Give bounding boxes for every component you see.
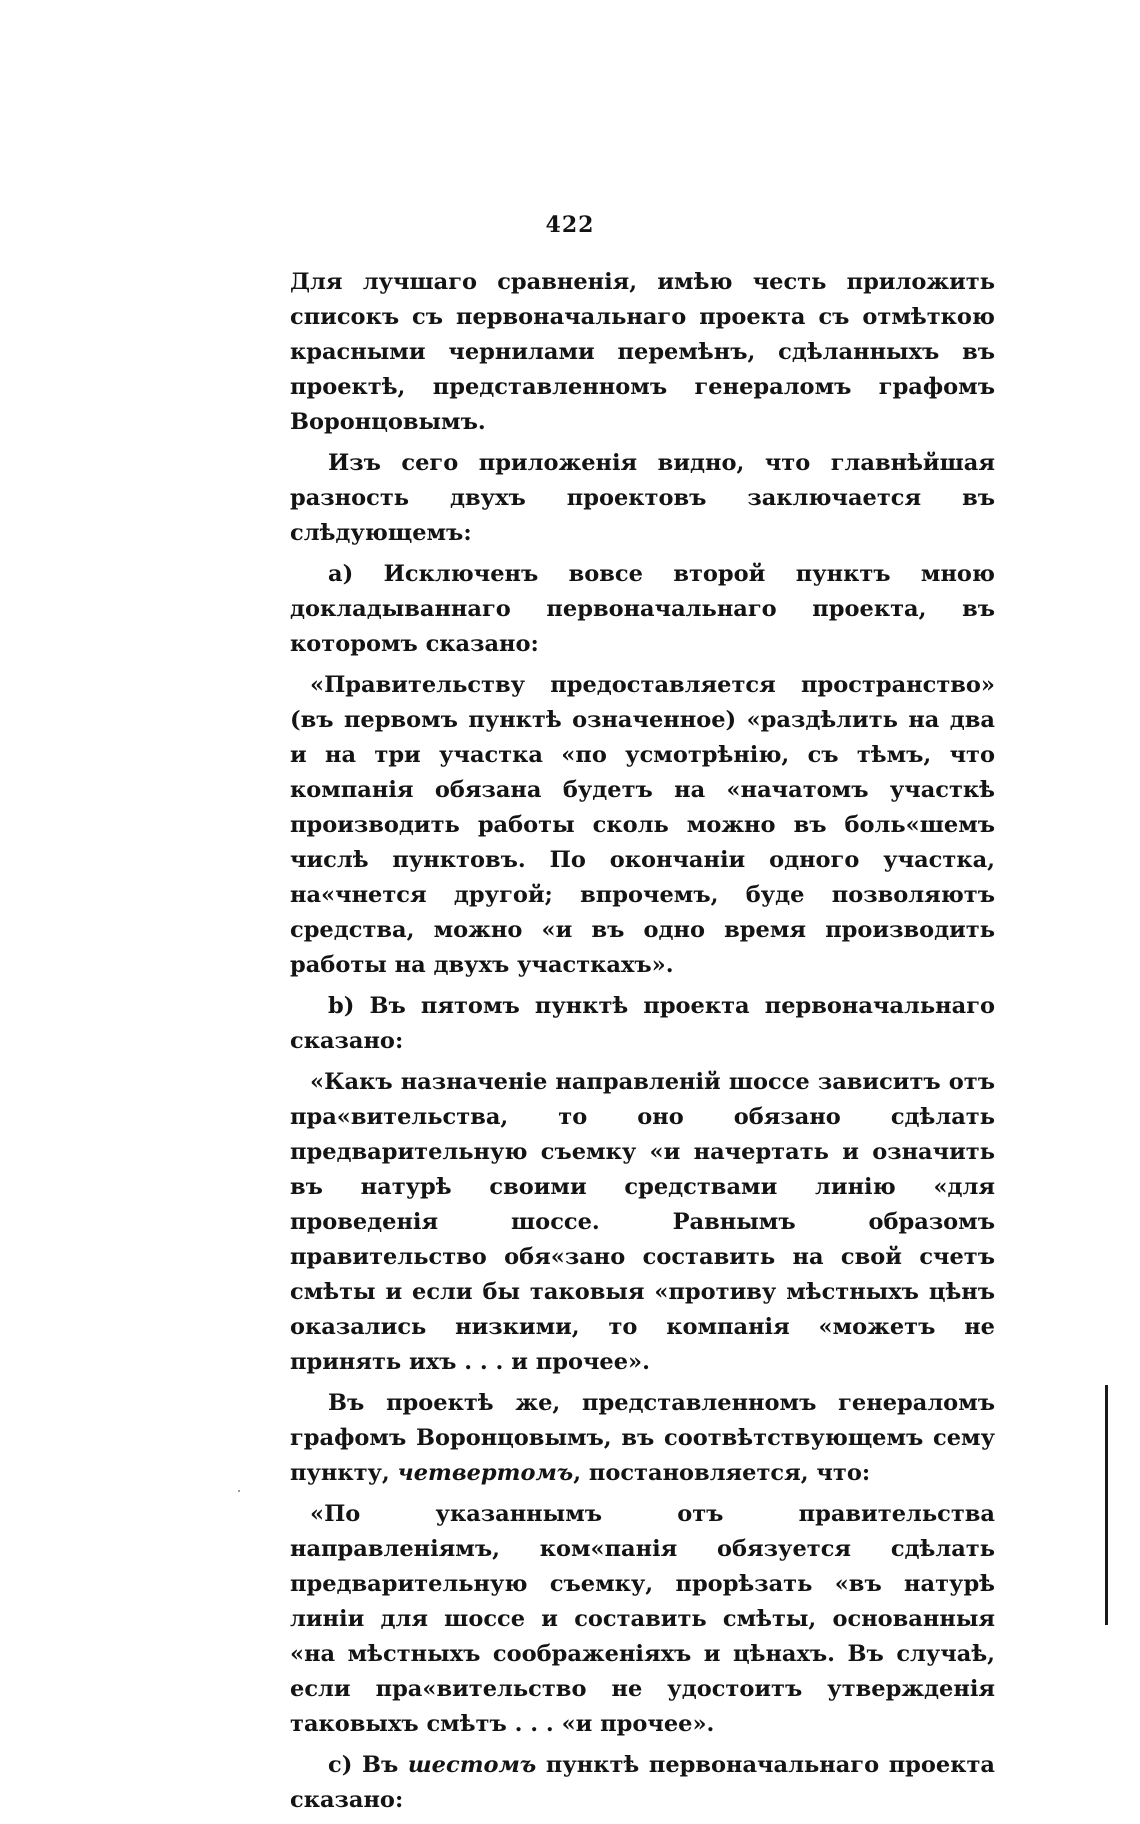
paragraph-text: , постановляется, что: xyxy=(573,1460,871,1486)
italic-word: шестомъ xyxy=(407,1752,537,1778)
page-number: 422 xyxy=(545,212,595,238)
scan-speck xyxy=(238,1490,240,1492)
paragraph-point-a: a) Исключенъ вовсе второй пунктъ мною докладываннаго первоначальнаго проекта, въ которомъ сказано: xyxy=(290,561,995,657)
body-text xyxy=(290,265,995,1824)
quote-point-four: «По указаннымъ отъ правительства направленіямъ, ком«панія обязуется сдѣлать предварительную съемку, прорѣзать «въ натурѣ линіи для шоссе и составить смѣты, основанныя «на мѣстныхъ соображеніяхъ и цѣнахъ. Въ случаѣ, если пра«вительство не удостоитъ утвержденія таковыхъ смѣтъ . . . «и прочее». xyxy=(290,1501,995,1737)
scan-edge-line xyxy=(1105,1385,1108,1625)
quote-point-two: «Правительству предоставляется пространство» (въ первомъ пунктѣ означенное) «раздѣлить на два и на три участка «по усмотрѣнію, съ тѣмъ, что компанія обязана будетъ на «начатомъ участкѣ производить работы сколь можно въ боль«шемъ числѣ пунктовъ. По окончаніи одного участка, на«чнется другой; впрочемъ, буде позволяютъ средства, можно «и въ одно время производить работы на двухъ участкахъ». xyxy=(290,672,995,978)
paragraph-point-c xyxy=(290,1748,995,1818)
paragraph-difference: Изъ сего приложенія видно, что главнѣйшая разность двухъ проектовъ заключается въ слѣдующемъ: xyxy=(290,450,995,546)
paragraph-vorontsov-project xyxy=(290,1386,995,1491)
paragraph-point-b: b) Въ пятомъ пунктѣ проекта первоначальнаго сказано: xyxy=(290,993,995,1054)
italic-word: четвертомъ xyxy=(397,1460,574,1486)
paragraph-comparison: Для лучшаго сравненія, имѣю честь приложить списокъ съ первоначальнаго проекта съ отмѣткою красными чернилами перемѣнъ, сдѣланныхъ въ проектѣ, представленномъ генераломъ графомъ Воронцовымъ. xyxy=(290,269,995,435)
paragraph-text: Въ проектѣ же, представленномъ генераломъ графомъ Воронцовымъ, въ соотвѣтствующемъ сему пункту, xyxy=(290,1390,995,1486)
quote-point-five: «Какъ назначеніе направленій шоссе зависитъ отъ пра«вительства, то оно обязано сдѣлать предварительную съемку «и начертать и означить въ натурѣ своими средствами линію «для проведенія шоссе. Равнымъ образомъ правительство обя«зано составить на свой счетъ смѣты и если бы таковыя «противу мѣстныхъ цѣнъ оказались низкими, то компанія «можетъ не принять ихъ . . . и прочее». xyxy=(290,1069,995,1375)
paragraph-text: c) Въ xyxy=(328,1752,408,1778)
paragraph-text: пунктѣ первоначальнаго проекта сказано: xyxy=(290,1752,996,1813)
